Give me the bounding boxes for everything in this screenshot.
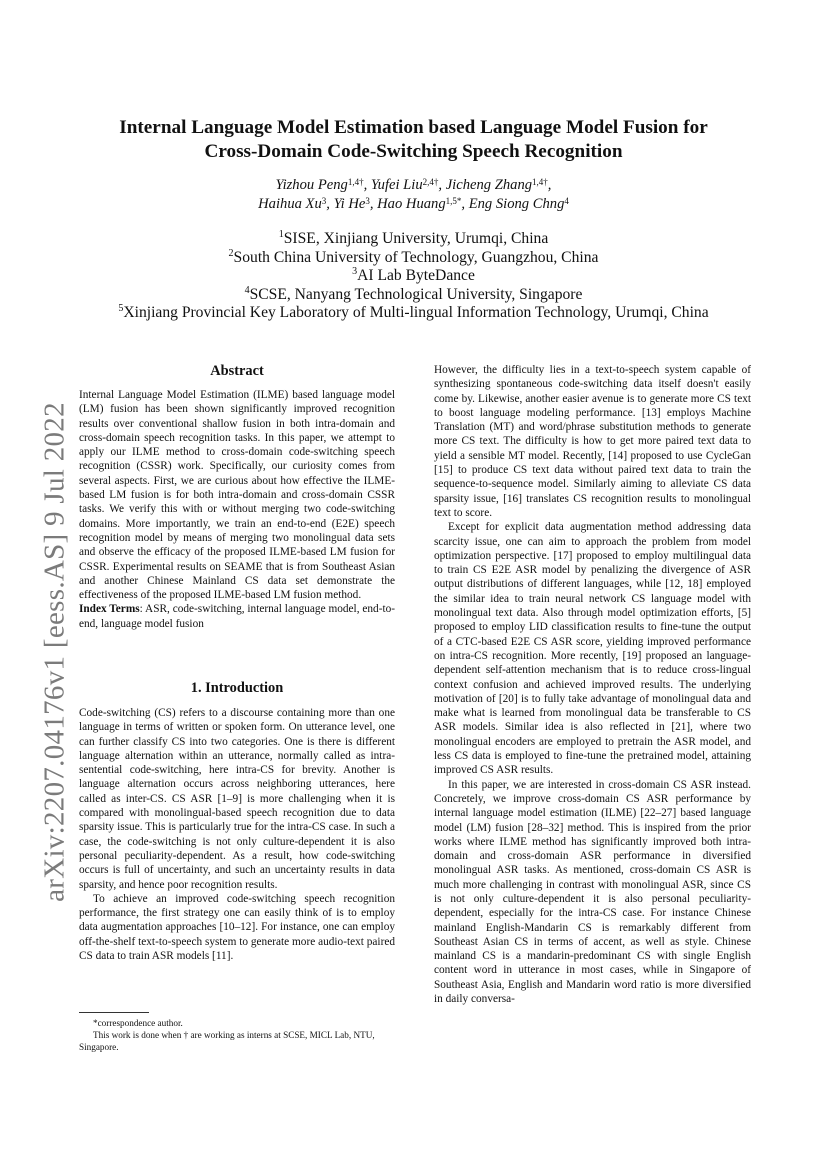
author-name: Yufei Liu bbox=[370, 177, 423, 193]
author-name: Eng Siong Chng bbox=[468, 196, 565, 212]
author-line-1: Yizhou Peng$^{1,4\dagger}$, Yufei Liu$^{2,4\dagger}$, Jicheng Zhang$^{1,4\dagger}$, bbox=[275, 177, 552, 193]
right-paragraph-3: In this paper, we are interested in cross-domain CS ASR instead. Concretely, we improve cross-domain CS ASR performance by internal language model estimation (ILME) [22–27] based language model (LM) fusion [28–32] method. This is inspired from the prior works where ILME method has significantly improved both intra-domain and cross-domain ASR performance in diversified monolingual ASR tasks. As mentioned, cross-domain CS ASR is much more challenging in contrast with monolingual ASR, since CS is not only culture-dependent it is also personal peculiarity-dependent, especially for the intra-CS case. For instance Chinese mainland English-Mandarin CS is remarkably different from Southeast Asian CS in terms of accent, as well as style. Chinese mainland CS is a mandarin-predominant CS with single English content word in utterance in most cases, while in Singapore of Southeast Asia, English and Mandarin word ratio is more diversified in daily conversa- bbox=[434, 778, 751, 1006]
affiliation-text: South China University of Technology, Guangzhou, China bbox=[233, 248, 599, 266]
author-name: Yizhou Peng bbox=[275, 177, 348, 193]
footnote-internship: This work is done when † are working as interns at SCSE, MICL Lab, NTU, Singapore. bbox=[79, 1030, 375, 1053]
footnotes bbox=[79, 1017, 395, 1054]
affiliation-number: 5 bbox=[118, 303, 124, 315]
author-marker: 3 bbox=[321, 196, 327, 206]
abstract-heading: Abstract bbox=[210, 363, 264, 379]
affiliation-text: SISE, Xinjiang University, Urumqi, China bbox=[283, 230, 549, 247]
introduction-heading: 1. Introduction bbox=[190, 680, 284, 696]
affiliation-text: Xinjiang Provincial Key Laboratory of Multi-lingual Information Technology, Urumqi, China bbox=[123, 304, 709, 322]
footnote-correspondence: *correspondence author. bbox=[93, 1018, 183, 1028]
abstract-text: Internal Language Model Estimation (ILME) based language model (LM) fusion has been shown significantly improved recognition results over conventional shallow fusion in both intra-domain and cross-domain speech recognition tasks. In this paper, we attempt to apply our ILME method to cross-domain code-switching speech recognition (CSSR) work. Specifically, our curiosity comes from several aspects. First, we are curious about how effective the ILME-based LM fusion is for both intra-domain and cross-domain CSSR tasks. We verify this with or without merging two code-switching domains. More importantly, we train an end-to-end (E2E) speech recognition model by means of merging two monolingual data sets and observe the efficacy of the proposed ILME-based LM fusion for CSSR. Experimental results on SEAME that is from Southeast Asian and another Chinese Mainland CS data set demonstrate the effectiveness of the proposed ILME-based LM fusion method. bbox=[79, 389, 395, 602]
affiliation-text: SCSE, Nanyang Technological University, Singapore bbox=[249, 285, 583, 303]
affiliation bbox=[80, 249, 747, 268]
author-name: Yi He bbox=[333, 196, 366, 212]
author-list bbox=[80, 176, 747, 214]
introduction-body bbox=[79, 706, 395, 963]
affiliation-number: 2 bbox=[228, 247, 234, 259]
affiliation bbox=[80, 267, 747, 286]
author-marker: 1,4† bbox=[347, 177, 364, 187]
footnote-divider bbox=[79, 1012, 149, 1013]
index-terms bbox=[79, 602, 395, 631]
affiliation-number: 1 bbox=[278, 229, 284, 240]
intro-paragraph-1: Code-switching (CS) refers to a discourse containing more than one language in terms of written or spoken form. On utterance level, one can further classify CS into two categories. One is there is different language alternation within an utterance, normally called as intra-sentential code-switching, here intra-CS for brevity. Another is language alternation occurs across neighboring utterances, here called as inter-CS. CS ASR [1–9] is more challenging when it is compared with monolingual-based speech recognition due to data sparsity issue. This is particularly true for the intra-CS case. In such a case, the code-switching is not only culture-dependent it is also personal peculiarity-dependent. As a result, how code-switching occurs is full of uncertainty, and such an uncertainty results in data sparsity, and hence poor recognition results. bbox=[79, 707, 395, 891]
affiliation bbox=[80, 286, 747, 305]
author-marker: 2,4† bbox=[422, 177, 439, 187]
arxiv-sidebar bbox=[40, 372, 70, 932]
right-paragraph-2: Except for explicit data augmentation method addressing data scarcity issue, one can aim to approach the problem from model optimization perspective. [17] proposed to employ multilingual data to train CS E2E ASR model by penalizing the divergence of ASR output distributions of different languages, while [12, 18] employed the similar idea to train neural network CS language model with monolingual text data. Also through model optimization efforts, [5] proposed to employ LID classification results to fine-tune the output of a CTC-based E2E CS ASR score, yielding improved performance on intra-CS recognition. More recently, [19] proposed an language-dependent self-attention mechanism that is to reduce cross-lingual context confusion and achieved improved results. The underlying motivation of [20] is to fully take advantage of monolingual data and make what is learned from monolingual data be transferable to CS ASR models. Similar idea is also reflected in [21], where two monolingual encoders are employed to pretrain the ASR model, and less CS data is employed to fine-tune the pretrained model, attaining improved CS ASR results. bbox=[434, 521, 751, 777]
author-name: Hao Huang bbox=[377, 196, 446, 212]
index-terms-label: Index Terms bbox=[79, 603, 140, 616]
author-line-2: Haihua Xu$^3$, Yi He$^3$, Hao Huang$^{1,5*}$, Eng Siong Chng$^4$ bbox=[258, 196, 569, 212]
author-name: Jicheng Zhang bbox=[445, 177, 533, 193]
right-paragraph-1: However, the difficulty lies in a text-to-speech system capable of synthesizing spontaneous code-switching data itself doesn't easily come by. Likewise, another easier avenue is to generate more CS text to boost language modeling performance. [13] employs Machine Translation (MT) and word/phrase substitution methods to generate more CS text. The difficulty is how to get more paired text data to yield a sensible MT model. Recently, [14] proposed to use CycleGan [15] to produce CS text data without paired text data to train the sequence-to-sequence model. Similarly aiming to alleviate CS data sparsity issue, [16] translates CS recognition results to monolingual text to score. bbox=[434, 364, 751, 519]
title-line-2: Cross-Domain Code-Switching Speech Recognition bbox=[204, 141, 623, 162]
author-marker: 3 bbox=[365, 196, 370, 206]
affiliation-text: AI Lab ByteDance bbox=[357, 267, 475, 285]
affiliation bbox=[80, 304, 747, 323]
abstract-body bbox=[79, 388, 395, 631]
author-marker: 1,5* bbox=[445, 196, 462, 206]
arxiv-identifier: arXiv:2207.04176v1 [eess.AS] 9 Jul 2022 bbox=[38, 402, 71, 902]
affiliation-number: 4 bbox=[244, 284, 250, 296]
affiliation-number: 3 bbox=[352, 266, 358, 278]
right-column bbox=[434, 363, 751, 1006]
index-terms-text: : ASR, code-switching, internal language model, end-to-end, language model fusion bbox=[79, 603, 396, 630]
paper-title bbox=[80, 116, 747, 164]
intro-paragraph-2: To achieve an improved code-switching speech recognition performance, the first strategy one can easily think of is to employ data augmentation approaches [10–12]. For instance, one can employ off-the-shelf text-to-speech system to generate more audio-text paired CS data to train ASR models [11]. bbox=[79, 892, 395, 963]
author-marker: 1,4† bbox=[532, 177, 548, 187]
affiliation-list bbox=[80, 230, 747, 323]
author-marker: 4 bbox=[564, 196, 569, 206]
title-line-1: Internal Language Model Estimation based Language Model Fusion for bbox=[119, 117, 708, 138]
affiliation bbox=[80, 230, 747, 249]
author-name: Haihua Xu bbox=[258, 196, 322, 212]
